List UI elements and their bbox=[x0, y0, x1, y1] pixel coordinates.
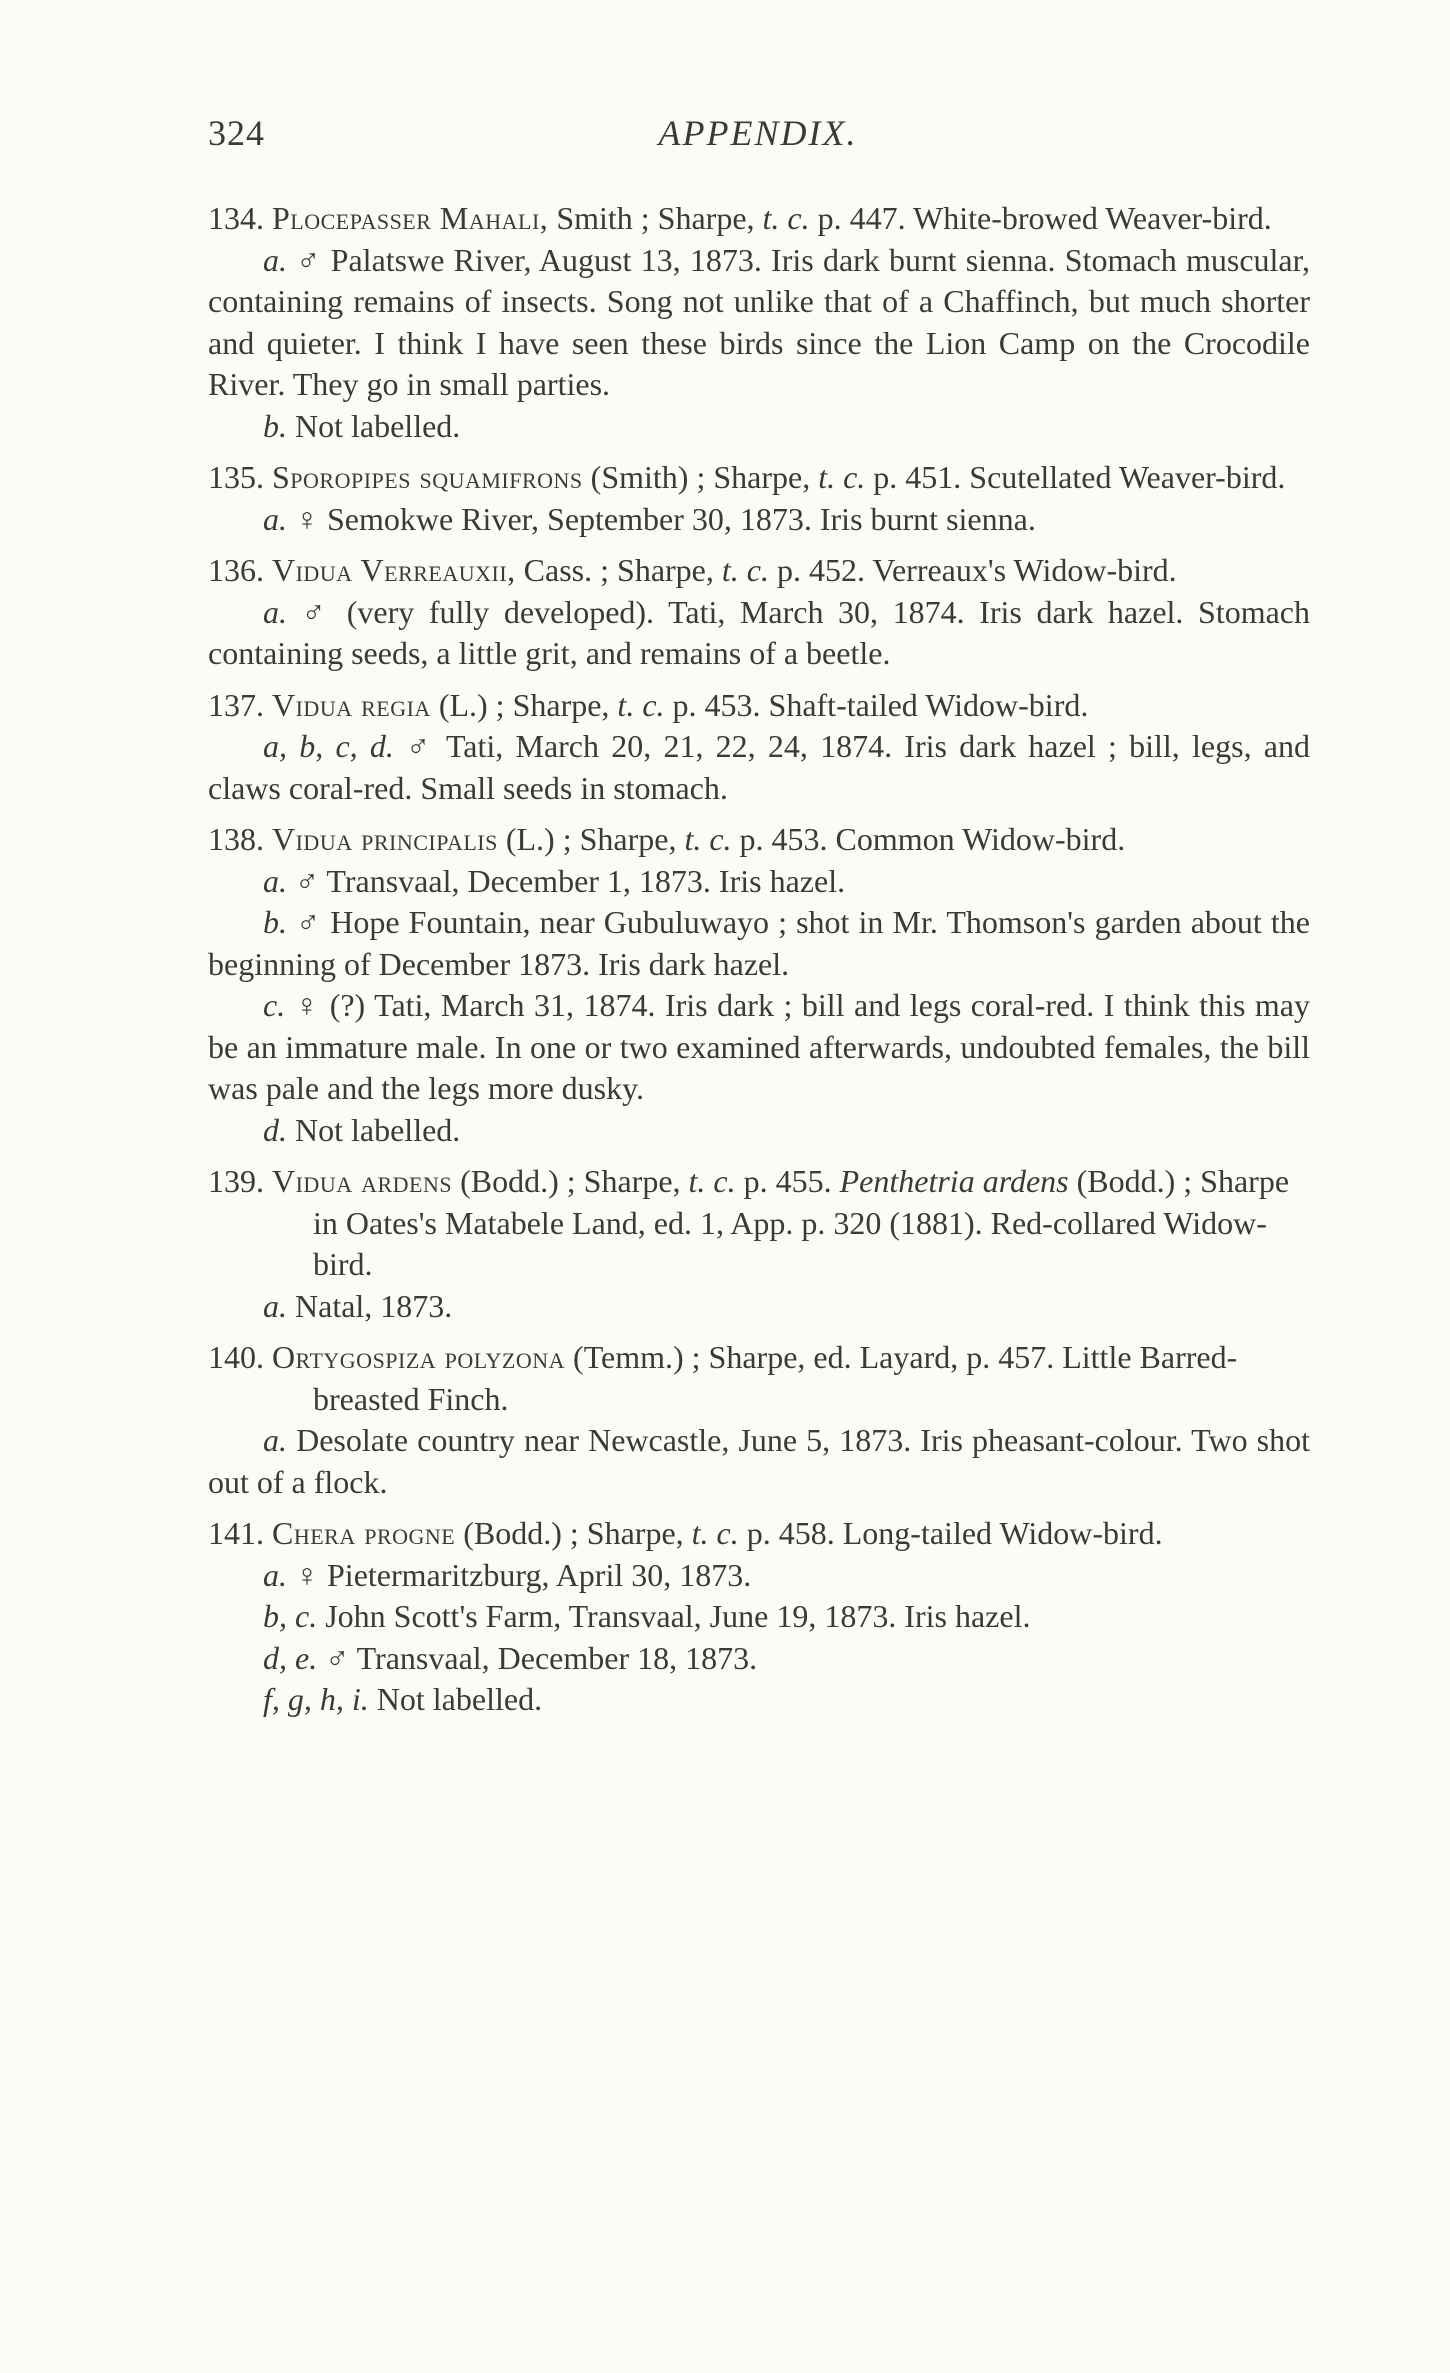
citation-abbrev: t. c. bbox=[688, 1163, 736, 1199]
specimen-text: ♂ Transvaal, December 18, 1873. bbox=[317, 1639, 758, 1676]
species-name: Vidua principalis bbox=[272, 821, 498, 857]
species-reference: p. 453. Common Widow-bird. bbox=[731, 821, 1126, 857]
specimen-text: Natal, 1873. bbox=[287, 1287, 453, 1324]
specimen-text: ♂ Hope Fountain, near Gubuluwayo ; shot in Mr. Thomson's garden about the beginning of December 1873. Iris dark hazel. bbox=[208, 904, 1310, 982]
species-heading bbox=[208, 550, 1310, 592]
specimen-note bbox=[208, 1638, 1310, 1680]
citation-abbrev: t. c. bbox=[617, 686, 665, 723]
species-entry bbox=[208, 685, 1310, 810]
specimen-text: ♂ Palatswe River, August 13, 1873. Iris dark burnt sienna. Stomach muscular, containing remains of insects. Song not unlike that of a Chaffinch, but much shorter and quieter. I think I have seen these birds since the Lion Camp on the Crocodile River. They go in small parties. bbox=[208, 241, 1310, 402]
specimen-label: b, c. bbox=[263, 1598, 318, 1634]
species-entry bbox=[208, 198, 1310, 447]
specimen-label: a. bbox=[263, 1287, 287, 1324]
specimen-label: a, b, c, d. bbox=[263, 728, 394, 764]
species-authority: (Temm.) ; Sharpe, ed. Layard, p. 457. Little Barred-breasted Finch. bbox=[313, 1339, 1238, 1417]
species-number: 136. bbox=[208, 552, 264, 588]
specimen-note bbox=[208, 1420, 1310, 1503]
specimen-label: d, e. bbox=[263, 1639, 318, 1676]
species-heading bbox=[208, 819, 1310, 861]
specimen-note bbox=[208, 861, 1310, 903]
species-entry bbox=[208, 1161, 1310, 1327]
species-entry bbox=[208, 819, 1310, 1151]
specimen-label: a. bbox=[263, 593, 287, 630]
specimen-text: John Scott's Farm, Transvaal, June 19, 1873. Iris hazel. bbox=[317, 1598, 1031, 1634]
species-authority: (Bodd.) ; Sharpe, bbox=[455, 1515, 692, 1551]
species-heading bbox=[208, 1337, 1310, 1420]
species-reference: p. 447. White-browed Weaver-bird. bbox=[809, 200, 1272, 236]
specimen-text: Not labelled. bbox=[287, 407, 461, 444]
specimen-text: ♀ Pietermaritzburg, April 30, 1873. bbox=[287, 1556, 752, 1593]
specimen-text: ♂ (very fully developed). Tati, March 30, 1874. Iris dark hazel. Stomach containing seeds, a little grit, and remains of a beetle. bbox=[208, 593, 1310, 671]
species-name: Plocepasser Mahali, bbox=[272, 200, 549, 236]
specimen-note bbox=[208, 902, 1310, 985]
specimen-label: f, g, h, i. bbox=[263, 1681, 369, 1717]
specimen-label: a. bbox=[263, 862, 287, 899]
species-entry bbox=[208, 550, 1310, 675]
species-reference: p. 458. Long-tailed Widow-bird. bbox=[738, 1515, 1163, 1551]
specimen-note bbox=[208, 1596, 1310, 1638]
species-entry bbox=[208, 1513, 1310, 1721]
specimen-text: ♀ (?) Tati, March 31, 1874. Iris dark ; bill and legs coral-red. I think this may be an immature male. In one or two examined afterwards, undoubted females, the bill was pale and the legs more dusky. bbox=[208, 987, 1310, 1106]
species-reference: p. 452. Verreaux's Widow-bird. bbox=[768, 552, 1177, 588]
species-reference: p. 451. Scutellated Weaver-bird. bbox=[865, 459, 1286, 495]
species-number: 137. bbox=[208, 686, 264, 723]
page-number: 324 bbox=[208, 113, 265, 153]
species-name: Ortygospiza polyzona bbox=[272, 1339, 566, 1375]
species-number: 134. bbox=[208, 200, 264, 236]
species-number: 138. bbox=[208, 821, 264, 857]
species-heading bbox=[208, 457, 1310, 499]
specimen-label: a. bbox=[263, 500, 287, 537]
synonym-reference: (Bodd.) ; Sharpe in Oates's Matabele Land, ed. 1, App. p. 320 (1881). Red-collared Widow-bird. bbox=[313, 1163, 1290, 1282]
synonym-name: Penthetria ardens bbox=[839, 1163, 1069, 1199]
specimen-note bbox=[208, 406, 1310, 448]
specimen-note bbox=[208, 1286, 1310, 1328]
specimen-label: a. bbox=[263, 241, 287, 278]
specimen-text: ♀ Semokwe River, September 30, 1873. Iris burnt sienna. bbox=[287, 500, 1036, 537]
page-body bbox=[208, 198, 1310, 1731]
species-name: Vidua regia bbox=[272, 686, 431, 723]
species-name: Vidua Verreauxii, bbox=[272, 552, 516, 588]
citation-abbrev: t. c. bbox=[721, 552, 769, 588]
specimen-label: b. bbox=[263, 407, 287, 444]
species-reference: p. 453. Shaft-tailed Widow-bird. bbox=[664, 686, 1089, 723]
species-heading bbox=[208, 685, 1310, 727]
species-heading bbox=[208, 198, 1310, 240]
specimen-note bbox=[208, 726, 1310, 809]
citation-abbrev: t. c. bbox=[691, 1515, 739, 1551]
specimen-text: Not labelled. bbox=[287, 1111, 461, 1148]
species-entry bbox=[208, 457, 1310, 540]
page-header bbox=[208, 112, 1308, 162]
species-authority: (L.) ; Sharpe, bbox=[430, 686, 618, 723]
species-reference: p. 455. bbox=[735, 1163, 840, 1199]
specimen-note bbox=[208, 985, 1310, 1110]
species-number: 135. bbox=[208, 459, 264, 495]
species-entry bbox=[208, 1337, 1310, 1503]
specimen-label: a. bbox=[263, 1556, 287, 1593]
species-number: 141. bbox=[208, 1515, 264, 1551]
citation-abbrev: t. c. bbox=[684, 821, 732, 857]
running-head: APPENDIX. bbox=[658, 113, 858, 153]
species-authority: Cass. ; Sharpe, bbox=[515, 552, 722, 588]
specimen-label: b. bbox=[263, 904, 287, 940]
species-name: Sporopipes squamifrons bbox=[272, 459, 583, 495]
specimen-note bbox=[208, 240, 1310, 406]
species-heading bbox=[208, 1513, 1310, 1555]
specimen-label: c. bbox=[263, 987, 286, 1023]
specimen-text: Not labelled. bbox=[368, 1681, 543, 1717]
citation-abbrev: t. c. bbox=[818, 459, 866, 495]
specimen-note bbox=[208, 1679, 1310, 1721]
specimen-note bbox=[208, 1555, 1310, 1597]
species-authority: (Bodd.) ; Sharpe, bbox=[452, 1163, 689, 1199]
species-number: 140. bbox=[208, 1339, 264, 1375]
specimen-text: ♂ Transvaal, December 1, 1873. Iris hazel. bbox=[287, 862, 846, 899]
specimen-note bbox=[208, 592, 1310, 675]
specimen-note bbox=[208, 499, 1310, 541]
species-authority: (L.) ; Sharpe, bbox=[497, 821, 685, 857]
specimen-label: a. bbox=[263, 1422, 287, 1458]
specimen-label: d. bbox=[263, 1111, 287, 1148]
species-number: 139. bbox=[208, 1163, 264, 1199]
species-name: Vidua ardens bbox=[272, 1163, 453, 1199]
species-name: Chera progne bbox=[272, 1515, 456, 1551]
specimen-note bbox=[208, 1110, 1310, 1152]
species-authority: Smith ; Sharpe, bbox=[548, 200, 763, 236]
species-heading bbox=[208, 1161, 1310, 1286]
citation-abbrev: t. c. bbox=[762, 200, 810, 236]
specimen-text: ♂ Tati, March 20, 21, 22, 24, 1874. Iris dark hazel ; bill, legs, and claws coral-red. Small seeds in stomach. bbox=[208, 728, 1311, 806]
species-authority: (Smith) ; Sharpe, bbox=[582, 459, 819, 495]
specimen-text: Desolate country near Newcastle, June 5, 1873. Iris pheasant-colour. Two shot out of a flock. bbox=[208, 1422, 1310, 1500]
